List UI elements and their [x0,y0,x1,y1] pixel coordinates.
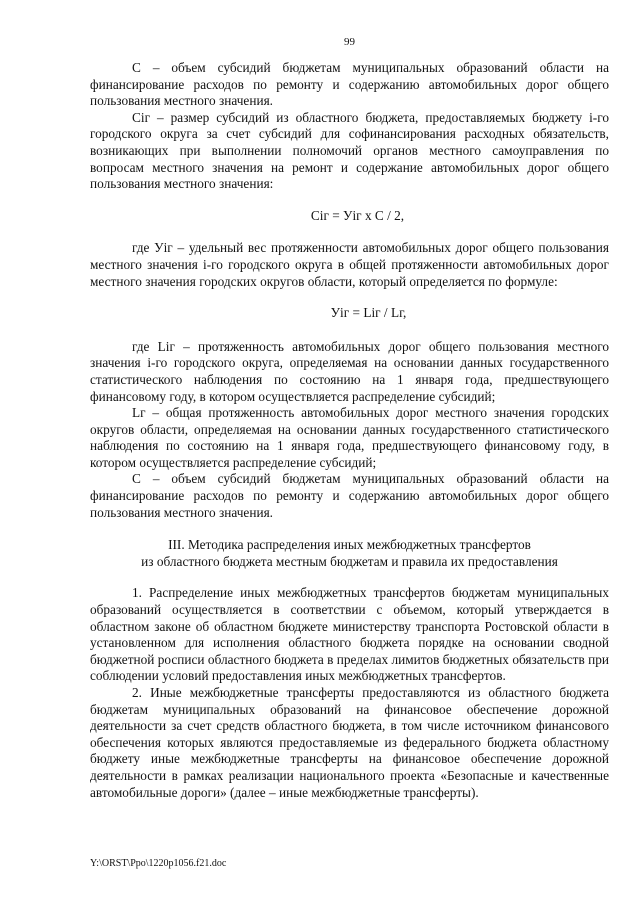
file-path-footer: Y:\ORST\Ppo\1220p1056.f21.doc [90,858,227,869]
paragraph-item-2: 2. Иные межбюджетные трансферты предоставляются из областного бюджета бюджетам муниципальных образований на финансовое обеспечение дорожной деятельности за счет средств областного бюджета, в том числе источником финансового обеспечения которых являются предоставляемые из федерального бюджета областному бюджету иные межбюджетные трансферты на финансовое обеспечение дорожной деятельности в рамках реализации национального проекта «Безопасные и качественные автомобильные дороги» (далее – иные межбюджетные трансферты). [90,685,609,800]
paragraph-uig-definition: где Уiг – удельный вес протяженности автомобильных дорог общего пользования местного значения i-го городского округа в общей протяженности автомобильных дорог местного значения городских округов области, который определяется по формуле: [90,240,609,289]
formula-cig: Ciг = Уiг x C / 2, [310,207,405,223]
paragraph-item-1: 1. Распределение иных межбюджетных трансфертов бюджетам муниципальных образований осуществляется в соответствии с объемом, который утверждается в областном законе об областном бюджете министерству транспорта Ростовской области в установленном для исполнения областного бюджета порядке на основании сводной бюджетной росписи областного бюджета в пределах лимитов бюджетных обязательств при соблюдении условий предоставления иных межбюджетных трансфертов. [90,585,609,684]
section-heading [90,537,609,570]
paragraph-c-definition-repeat: С – объем субсидий бюджетам муниципальных образований области на финансирование расходов по ремонту и содержанию автомобильных дорог общего пользования местного значения. [90,471,609,520]
paragraph-lig-definition: где Liг – протяженность автомобильных дорог общего пользования местного значения i-го городского округа, определяемая на основании данных государственного статистического наблюдения по состоянию на 1 января года, предшествующего финансовому году, в котором осуществляется распределение субсидий; [90,338,609,404]
paragraph-c-definition: С – объем субсидий бюджетам муниципальных образований области на финансирование расходов по ремонту и содержанию автомобильных дорог общего пользования местного значения. [90,60,609,109]
paragraph-lg-definition: Lг – общая протяженность автомобильных дорог местного значения городских округов области, определяемая на основании данных государственного статистического наблюдения по состоянию на 1 января года, предшествующего финансовому году, в котором осуществляется распределение субсидий; [90,405,609,470]
formula-uig: Уiг = Liг / Lг, [330,305,407,321]
page-number: 99 [344,36,355,48]
document-page [90,0,609,905]
document-body [90,60,609,801]
section-heading-line-1: III. Методика распределения иных межбюджетных трансфертов [168,537,531,553]
section-heading-line-2: из областного бюджета местным бюджетам и правила их предоставления [141,553,558,569]
paragraph-cig-definition: Ciг – размер субсидий из областного бюджета, предоставляемых бюджету i-го городского округа за счет субсидий для софинансирования расходных обязательств, возникающих при выполнении полномочий органов местного самоуправления по вопросам местного значения на ремонт и содержание автомобильных дорог общего пользования местного значения: [90,109,609,192]
